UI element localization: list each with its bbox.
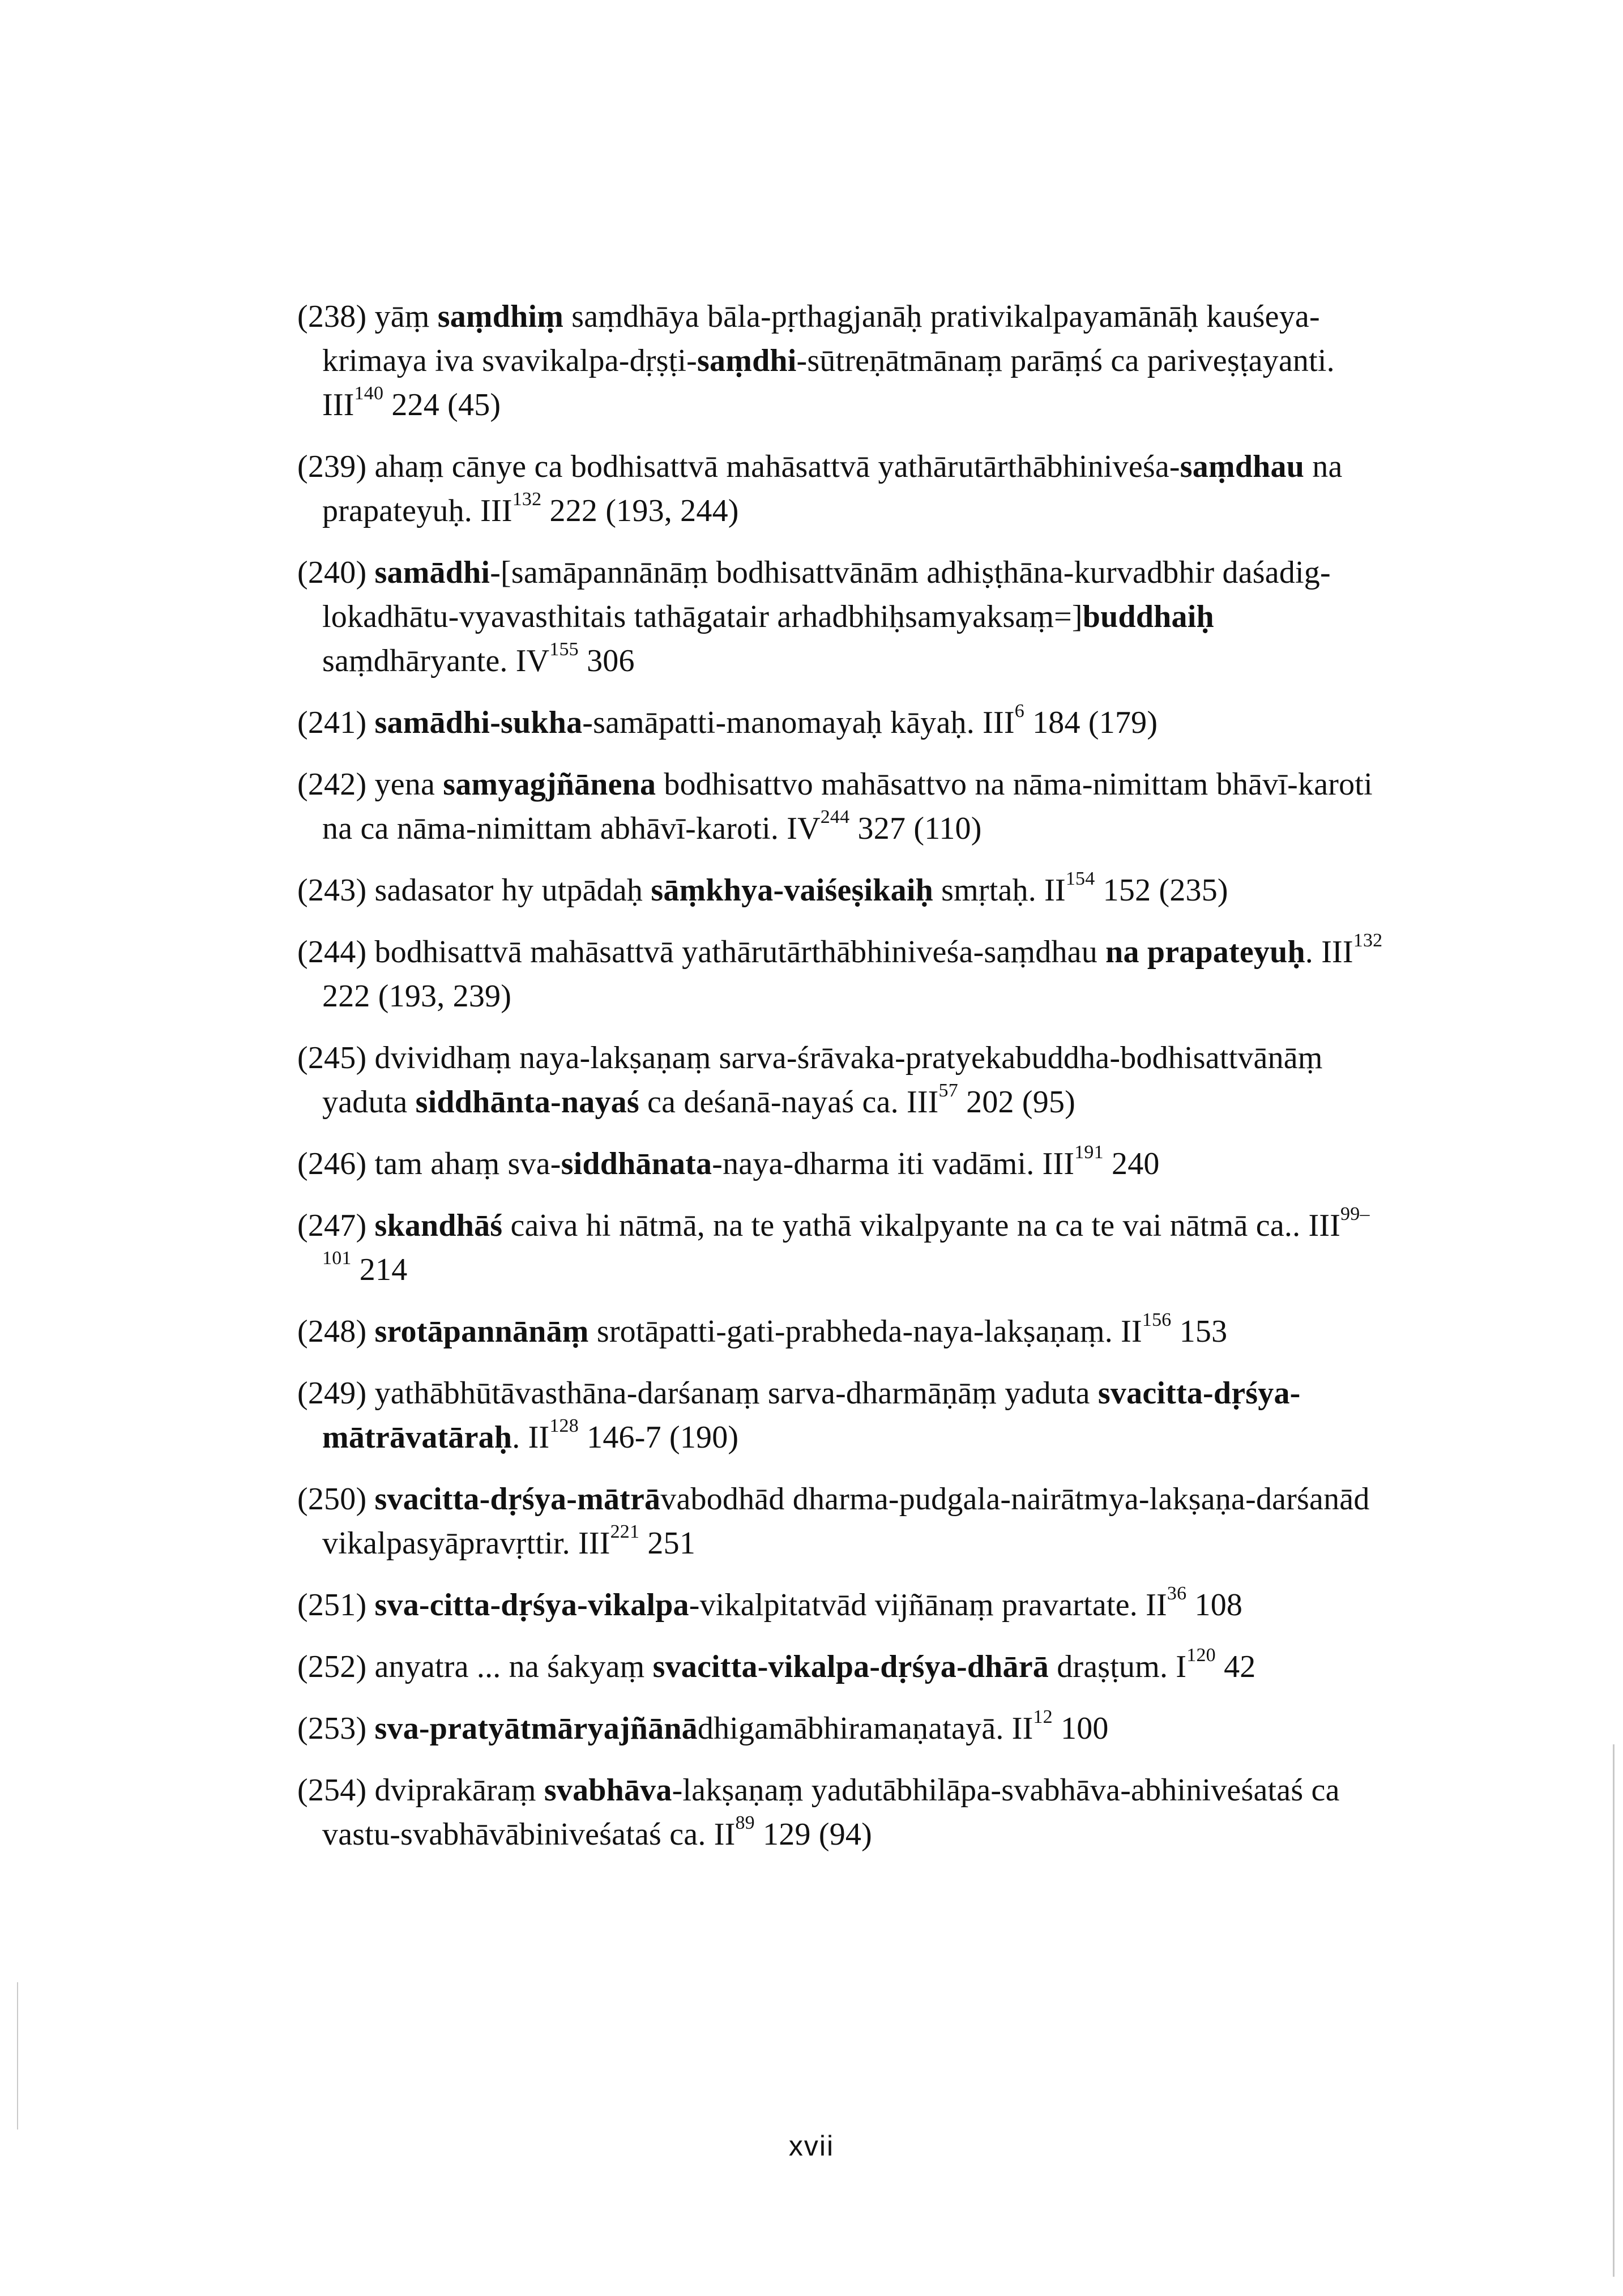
reference-superscript: 221	[610, 1521, 640, 1543]
entry-text: anyatra ... na śakyaṃ	[374, 1649, 653, 1684]
entry-text: 251	[639, 1526, 696, 1561]
entry-253	[297, 1706, 1385, 1751]
entry-text: 306	[578, 643, 635, 678]
entry-text: -lakṣaṇaṃ yadutābhilāpa-svabhāva-abhiniveśataś ca vastu-svabhāvābiniveśataś ca. II	[322, 1773, 1340, 1852]
entry-text: 222 (193, 244)	[541, 493, 739, 528]
page-number: xvii	[788, 2130, 835, 2162]
reference-superscript: 99–101	[322, 1204, 1370, 1269]
keyword: svacitta-dṛśya-mātrāvatāraḥ	[322, 1376, 1301, 1455]
reference-superscript: 120	[1186, 1645, 1216, 1666]
glossary-entries	[297, 295, 1385, 1874]
entry-text: srotāpatti-gati-prabheda-naya-lakṣaṇaṃ. II	[588, 1314, 1142, 1349]
entry-text: sadasator hy utpādaḥ	[374, 873, 651, 908]
keyword: saṃdhiṃ	[437, 299, 564, 334]
keyword: skandhāś	[374, 1208, 503, 1243]
reference-superscript: 155	[549, 639, 579, 660]
entry-text: yena	[374, 767, 443, 802]
entry-number: (242)	[297, 767, 367, 802]
entry-text: -vikalpitatvād vijñānaṃ pravartate. II	[689, 1587, 1167, 1623]
keyword: samyagjñānena	[443, 767, 656, 802]
entry-text: yāṃ	[374, 299, 438, 334]
keyword: saṃdhau	[1180, 449, 1305, 484]
entry-text: saṃdhāryante. IV	[322, 643, 550, 678]
entry-244	[297, 930, 1385, 1018]
keyword: samādhi-sukha	[374, 705, 583, 740]
reference-superscript: 156	[1142, 1309, 1172, 1331]
entry-text: dhigamābhiramaṇatayā. II	[697, 1711, 1033, 1746]
entry-text: vabodhād dharma-pudgala-nairātmya-lakṣaṇa-darśanād vikalpasyāpravṛttir. III	[322, 1482, 1370, 1561]
entry-text: 146-7 (190)	[578, 1420, 739, 1455]
entry-text: 42	[1215, 1649, 1256, 1684]
entry-text: caiva hi nātmā, na te yathā vikalpyante na ca te vai nātmā ca.. III	[502, 1208, 1341, 1243]
reference-superscript: 132	[1353, 930, 1383, 951]
entry-254	[297, 1768, 1385, 1857]
entry-251	[297, 1583, 1385, 1627]
entry-number: (241)	[297, 705, 367, 740]
entry-text: ahaṃ cānye ca bodhisattvā mahāsattvā yathārutārthābhiniveśa-	[374, 449, 1180, 484]
entry-text: 129 (94)	[754, 1817, 872, 1852]
reference-superscript: 57	[938, 1080, 958, 1102]
entry-number: (239)	[297, 449, 367, 484]
scan-edge-mark-left	[17, 1982, 18, 2129]
keyword: sva-pratyātmāryajñānā	[374, 1711, 698, 1746]
entry-text: 327 (110)	[849, 811, 982, 846]
entry-text: -naya-dharma iti vadāmi. III	[712, 1146, 1075, 1181]
entry-249	[297, 1371, 1385, 1459]
entry-text: tam ahaṃ sva-	[374, 1146, 561, 1181]
reference-superscript: 132	[512, 489, 542, 510]
keyword: sāṃkhya-vaiśeṣikaiḥ	[651, 873, 933, 908]
entry-number: (243)	[297, 873, 367, 908]
entry-241	[297, 701, 1385, 745]
entry-text: . II	[512, 1420, 550, 1455]
entry-number: (238)	[297, 299, 367, 334]
entry-238	[297, 295, 1385, 427]
entry-text: yathābhūtāvasthāna-darśanaṃ sarva-dharmāṇāṃ yaduta	[374, 1376, 1098, 1411]
entry-text: bodhisattvo mahāsattvo na nāma-nimittam bhāvī-karoti na ca nāma-nimittam abhāvī-karoti. IV	[322, 767, 1373, 846]
reference-superscript: 154	[1065, 868, 1095, 890]
reference-superscript: 191	[1074, 1142, 1104, 1163]
entry-text: 108	[1186, 1587, 1243, 1623]
entry-number: (248)	[297, 1314, 367, 1349]
scan-edge-mark	[1613, 1744, 1615, 2277]
entry-number: (252)	[297, 1649, 367, 1684]
entry-text: dvividhaṃ naya-lakṣaṇaṃ sarva-śrāvaka-pratyekabuddha-bodhisattvānāṃ yaduta	[322, 1040, 1323, 1120]
keyword: srotāpannānāṃ	[374, 1314, 589, 1349]
reference-superscript: 128	[549, 1415, 579, 1437]
entry-number: (240)	[297, 555, 367, 590]
reference-superscript: 140	[354, 383, 384, 404]
entry-text: na prapateyuḥ. III	[322, 449, 1343, 528]
entry-247	[297, 1204, 1385, 1292]
entry-243	[297, 868, 1385, 912]
entry-250	[297, 1477, 1385, 1565]
entry-number: (249)	[297, 1376, 367, 1411]
entry-number: (244)	[297, 934, 367, 970]
entry-text: . III	[1305, 934, 1353, 970]
entry-text: dviprakāraṃ	[374, 1773, 544, 1808]
reference-superscript: 244	[820, 806, 850, 828]
entry-text: 184 (179)	[1024, 705, 1158, 740]
entry-240	[297, 550, 1385, 683]
keyword: na prapateyuḥ	[1105, 934, 1305, 970]
reference-superscript: 6	[1014, 701, 1024, 722]
reference-superscript: 36	[1167, 1583, 1187, 1604]
entry-text: -[samāpannānāṃ bodhisattvānām adhiṣṭhāna-kurvadbhir daśadig-lokadhātu-vyavasthitais tathāgatair arhadbhiḥsamyaksaṃ=]	[322, 555, 1331, 634]
entry-text: 202 (95)	[958, 1085, 1076, 1120]
entry-245	[297, 1036, 1385, 1124]
entry-text: 240	[1103, 1146, 1160, 1181]
entry-text: draṣṭum. I	[1049, 1649, 1187, 1684]
keyword: sva-citta-dṛśya-vikalpa	[374, 1587, 689, 1623]
entry-text: 152 (235)	[1095, 873, 1228, 908]
keyword: svacitta-vikalpa-dṛśya-dhārā	[652, 1649, 1049, 1684]
entry-text: 153	[1171, 1314, 1228, 1349]
entry-text: 224 (45)	[383, 387, 501, 423]
entry-239	[297, 445, 1385, 533]
entry-number: (246)	[297, 1146, 367, 1181]
entry-number: (245)	[297, 1040, 367, 1076]
entry-number: (254)	[297, 1773, 367, 1808]
entry-text: -sūtreṇātmānaṃ parāṃś ca pariveṣṭayanti. III	[322, 343, 1335, 423]
entry-248	[297, 1309, 1385, 1354]
entry-252	[297, 1645, 1385, 1689]
entry-text: saṃdhāya bāla-pṛthagjanāḥ prativikalpayamānāḥ kauśeya-krimaya iva svavikalpa-dṛṣṭi-	[322, 299, 1320, 378]
keyword: samādhi	[374, 555, 490, 590]
entry-number: (253)	[297, 1711, 367, 1746]
keyword: buddhaiḥ	[1082, 599, 1214, 634]
reference-superscript: 89	[735, 1812, 755, 1834]
entry-text: bodhisattvā mahāsattvā yathārutārthābhiniveśa-saṃdhau	[374, 934, 1106, 970]
entry-number: (247)	[297, 1208, 367, 1243]
entry-246	[297, 1142, 1385, 1186]
entry-text: smṛtaḥ. II	[933, 873, 1066, 908]
keyword: siddhānata	[561, 1146, 712, 1181]
entry-text: ca deśanā-nayaś ca. III	[639, 1085, 939, 1120]
keyword: svabhāva	[544, 1773, 672, 1808]
entry-number: (250)	[297, 1482, 367, 1517]
keyword: svacitta-dṛśya-mātrā	[374, 1482, 661, 1517]
entry-text: -samāpatti-manomayaḥ kāyaḥ. III	[582, 705, 1015, 740]
entry-number: (251)	[297, 1587, 367, 1623]
entry-text: 100	[1052, 1711, 1109, 1746]
reference-superscript: 12	[1033, 1706, 1053, 1728]
keyword: siddhānta-nayaś	[415, 1085, 639, 1120]
entry-242	[297, 762, 1385, 851]
keyword: saṃdhi	[697, 343, 797, 378]
entry-text: 214	[351, 1252, 408, 1287]
entry-text: 222 (193, 239)	[322, 979, 512, 1014]
